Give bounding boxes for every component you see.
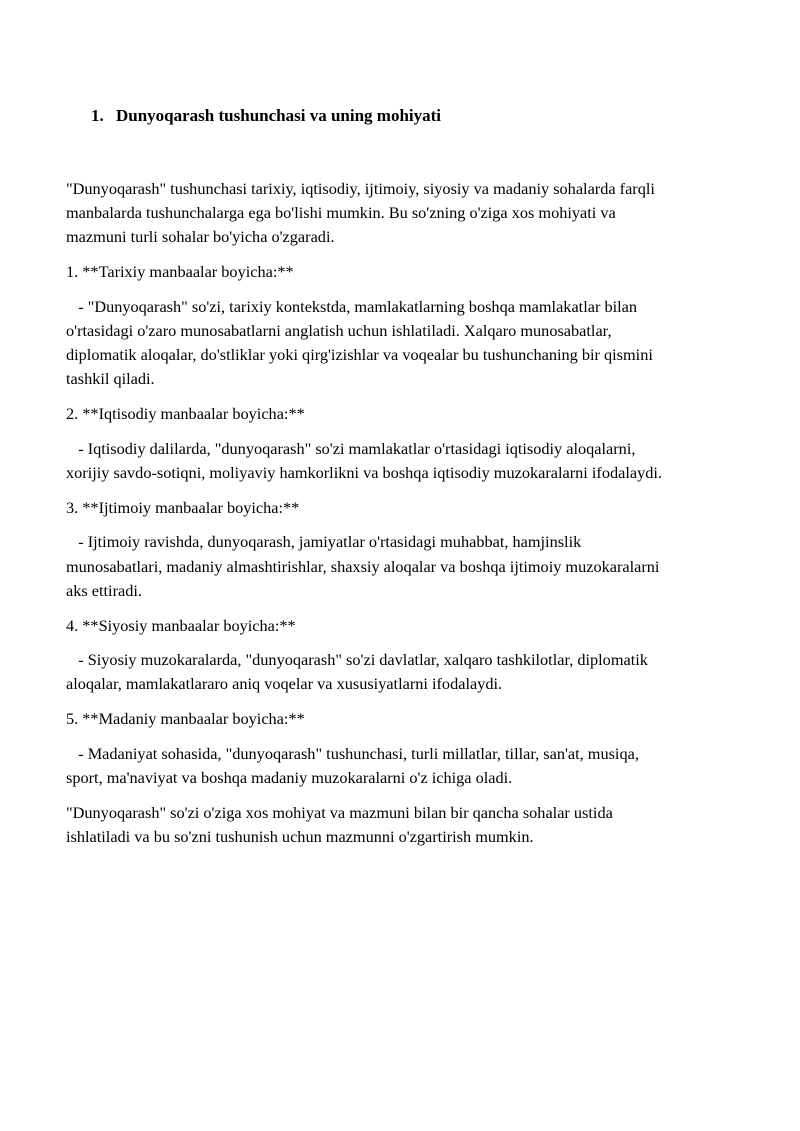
intro-paragraph xyxy=(66,177,764,250)
conclusion-paragraph xyxy=(66,801,764,849)
section-title-iqtisodiy xyxy=(66,402,764,426)
text-line: - Madaniyat sohasida, "dunyoqarash" tushunchasi, turli millatlar, tillar, san'at, musiqa, xyxy=(66,743,639,763)
text-line: o'rtasidagi o'zaro munosabatlarni anglatish uchun ishlatiladi. Xalqaro munosabatlar, xyxy=(66,321,612,341)
text-line: sport, ma'naviyat va boshqa madaniy muzokaralarni o'z ichiga oladi. xyxy=(66,768,513,788)
section-title: 4. **Siyosiy manbaalar boyicha:** xyxy=(66,615,296,635)
section-body-madaniy xyxy=(66,742,764,790)
text-line: - Siyosiy muzokaralarda, "dunyoqarash" so'zi davlatlar, xalqaro tashkilotlar, diplomatik xyxy=(66,650,648,670)
text-line: - Iqtisodiy dalilarda, "dunyoqarash" so'zi mamlakatlar o'rtasidagi iqtisodiy aloqalarni, xyxy=(66,438,636,458)
text-line: - "Dunyoqarash" so'zi, tarixiy kontekstda, mamlakatlarning boshqa mamlakatlar bilan xyxy=(66,296,637,316)
section-body-ijtimoiy xyxy=(66,530,764,603)
text-line: "Dunyoqarash" so'zi o'ziga xos mohiyat va mazmuni bilan bir qancha sohalar ustida xyxy=(66,802,613,822)
section-title-ijtimoiy xyxy=(66,496,764,520)
text-line: munosabatlari, madaniy almashtirishlar, shaxsiy aloqalar va boshqa ijtimoiy muzokaralarni xyxy=(66,556,660,576)
heading-number: 1. xyxy=(91,106,104,125)
text-line: diplomatik aloqalar, do'stliklar yoki qirg'izishlar va voqealar bu tushunchaning bir qismini xyxy=(66,345,653,365)
document-body xyxy=(66,177,764,860)
section-body-tarixiy xyxy=(66,295,764,392)
text-line: tashkil qiladi. xyxy=(66,369,155,389)
section-title-siyosiy xyxy=(66,614,764,638)
section-title: 3. **Ijtimoiy manbaalar boyicha:** xyxy=(66,497,300,517)
text-line: - Ijtimoiy ravishda, dunyoqarash, jamiyatlar o'rtasidagi muhabbat, hamjinslik xyxy=(66,532,582,552)
text-line: mazmuni turli sohalar bo'yicha o'zgaradi. xyxy=(66,227,335,247)
text-line: aks ettiradi. xyxy=(66,580,142,600)
text-line: manbalarda tushunchalarga ega bo'lishi mumkin. Bu so'zning o'ziga xos mohiyati va xyxy=(66,203,616,223)
section-body-siyosiy xyxy=(66,648,764,696)
heading-title: Dunyoqarash tushunchasi va uning mohiyati xyxy=(116,106,442,125)
section-title: 5. **Madaniy manbaalar boyicha:** xyxy=(66,709,305,729)
section-title: 1. **Tarixiy manbaalar boyicha:** xyxy=(66,262,294,282)
text-line: aloqalar, mamlakatlararo aniq voqelar va xususiyatlarni ifodalaydi. xyxy=(66,674,503,694)
section-title-tarixiy xyxy=(66,260,764,284)
text-line: "Dunyoqarash" tushunchasi tarixiy, iqtisodiy, ijtimoiy, siyosiy va madaniy sohalarda farqli xyxy=(66,179,655,198)
section-heading xyxy=(91,106,441,126)
text-line: xorijiy savdo-sotiqni, moliyaviy hamkorlikni va boshqa iqtisodiy muzokaralarni ifodalaydi. xyxy=(66,463,662,483)
section-title-madaniy xyxy=(66,707,764,731)
text-line: ishlatiladi va bu so'zni tushunish uchun mazmunni o'zgartirish mumkin. xyxy=(66,826,534,846)
section-title: 2. **Iqtisodiy manbaalar boyicha:** xyxy=(66,404,305,424)
section-body-iqtisodiy xyxy=(66,437,764,485)
